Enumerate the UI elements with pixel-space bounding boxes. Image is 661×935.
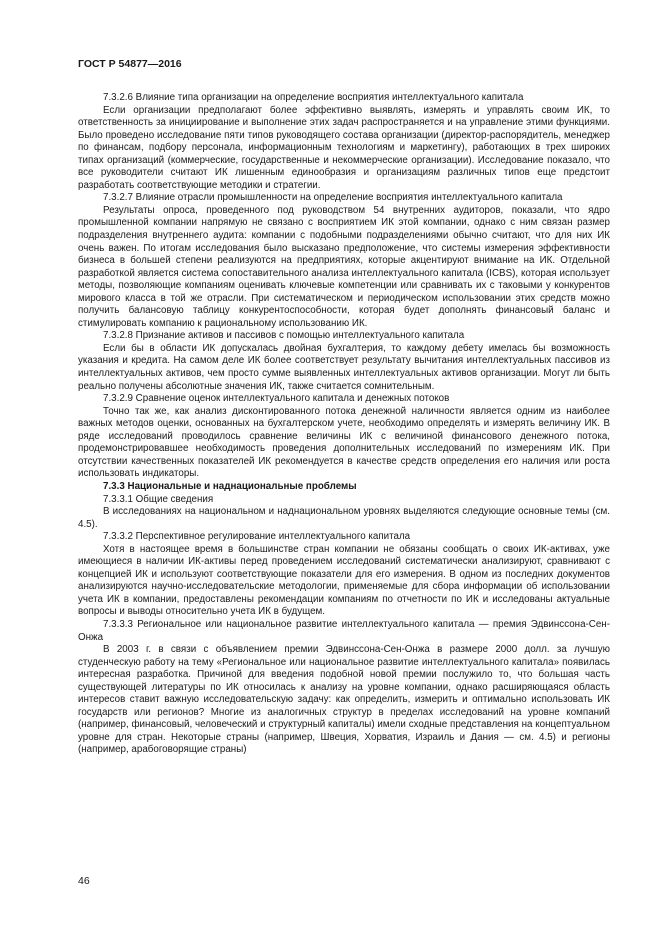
page-number: 46 bbox=[78, 875, 90, 887]
paragraph: Если бы в области ИК допускалась двойная бухгалтерия, то каждому дебету имелась бы возможность указания и кредита. На самом деле ИК более соответствует результату вычитания интеллектуальных пассивов из интеллектуальных активов, чем просто сумме выявленных интеллектуальных активов организации. Могут ли быть реально получены абсолютные значения ИК, также считается сомнительным. bbox=[78, 342, 610, 392]
paragraph: В 2003 г. в связи с объявлением премии Эдвинссона-Сен-Онжа в размере 2000 долл. за лучшую студенческую работу на тему «Региональное или национальное развитие интеллектуального капитала» появилась интересная разработка. Причиной для введения подобной новой премии послужило то, что большая часть существующей литературы по ИК относилась к анализу на уровне компании, однако расширяющаяся область интересов ставит важную исследовательскую задачу: как определить, измерить и оптимально использовать ИК государств или регионов? Многие из аналогичных структур в пределах исследований на уровне компаний (например, финансовый, человеческий и структурный капиталы) имели сходные представления на концептуальном уровне для стран. Некоторые страны (например, Швеция, Хорватия, Израиль и Дания — см. 4.5) и регионы (например, арабоговорящие страны) bbox=[78, 644, 610, 756]
paragraph: Результаты опроса, проведенного под руководством 54 внутренних аудиторов, показали, что ядро промышленной компании напрямую не связано с восприятием ИК этой компании, однако с ним связан размер подразделения внутреннего аудита: компании с подобными подразделениями обычно считают, что для них ИК очень важен. По итогам исследования было высказано предположение, что системы измерения эффективности бизнеса в большей степени реализуются на предприятиях, которые акцентируют внимание на ИК. Отдельной разработкой является система сопоставительного анализа интеллектуального капитала (ICBS), которая использует методы, позволяющие компаниям оценивать ключевые компетенции или сравнивать их с таковыми у конкурентов мирового класса в той же отрасли. При систематическом и периодическом использовании этих средств можно получить балансовую таблицу конкурентоспособности, которая будет дополнять финансовый баланс и стимулировать компанию к рациональному использованию ИК. bbox=[78, 204, 610, 329]
subsection-heading-7-3-3-3: 7.3.3.3 Региональное или национальное развитие интеллектуального капитала — премия Эдвинссона-Сен-Онжа bbox=[78, 618, 610, 643]
paragraph: Если организации предполагают более эффективно выявлять, измерять и управлять своим ИК, то ответственность за инициирование и выполнение этих задач распространяется и на управление этими функциями. Было проведено исследование пяти типов руководящего состава организации (директор-распорядитель, менеджер по финансам, подбору персонала, информационным технологиям и маркетингу), работающих в трех широких типах организаций (коммерческие, государственные и некоммерческие организации). Исследование показало, что все руководители считают ИК лишенным единообразия и организациям различных типов еще предстоит разработать соответствующие методики и стратегии. bbox=[78, 104, 610, 191]
subsection-heading-7-3-2-8: 7.3.2.8 Признание активов и пассивов с помощью интеллектуального капитала bbox=[103, 330, 465, 342]
subsection-heading-7-3-2-9: 7.3.2.9 Сравнение оценок интеллектуального капитала и денежных потоков bbox=[103, 393, 450, 405]
subsection-heading-7-3-3-2: 7.3.3.2 Перспективное регулирование интеллектуального капитала bbox=[103, 531, 411, 543]
paragraph: В исследованиях на национальном и наднациональном уровнях выделяются следующие основные темы (см. 4.5). bbox=[78, 506, 610, 530]
subsection-heading-7-3-2-7: 7.3.2.7 Влияние отрасли промышленности на определение восприятия интеллектуального капитала bbox=[103, 192, 563, 204]
section-heading-7-3-3: 7.3.3 Национальные и наднациональные проблемы bbox=[103, 480, 357, 492]
subsection-heading-7-3-2-6: 7.3.2.6 Влияние типа организации на определение восприятия интеллектуального капитала bbox=[103, 92, 524, 103]
paragraph: Хотя в настоящее время в большинстве стран компании не обязаны сообщать о своих ИК-активах, уже имеющиеся в наличии ИК-активы перед проведением исследований систематически анализируют, сравнивают с концепцией ИК и используют соответствующие показатели для его измерения. В одном из последних документов анализируются научно-исследовательские методологии, применяемые для сбора информации об использовании учета ИК в компании, предоставлены рекомендации компаниям по отчетности по ИК и исследованы актуальные вопросы и выводы относительно учета ИК в будущем. bbox=[78, 543, 610, 618]
subsection-heading-7-3-3-1: 7.3.3.1 Общие сведения bbox=[103, 493, 214, 505]
paragraph: Точно так же, как анализ дисконтированного потока денежной наличности является одним из наиболее важных методов оценки, основанных на бухгалтерском учете, необходимо определять и измерять величину ИК. В ряде исследований проводилось сравнение величины ИК с величиной финансового денежного потока, продемонстрировавшее необходимость проведения дополнительных исследований по измерениям ИК. При отсутствии качественных показателей ИК рекомендуется в качестве средств определения его наличия или роста использовать индикаторы. bbox=[78, 405, 610, 480]
document-header: ГОСТ Р 54877—2016 bbox=[78, 58, 182, 70]
page-body bbox=[78, 92, 610, 757]
